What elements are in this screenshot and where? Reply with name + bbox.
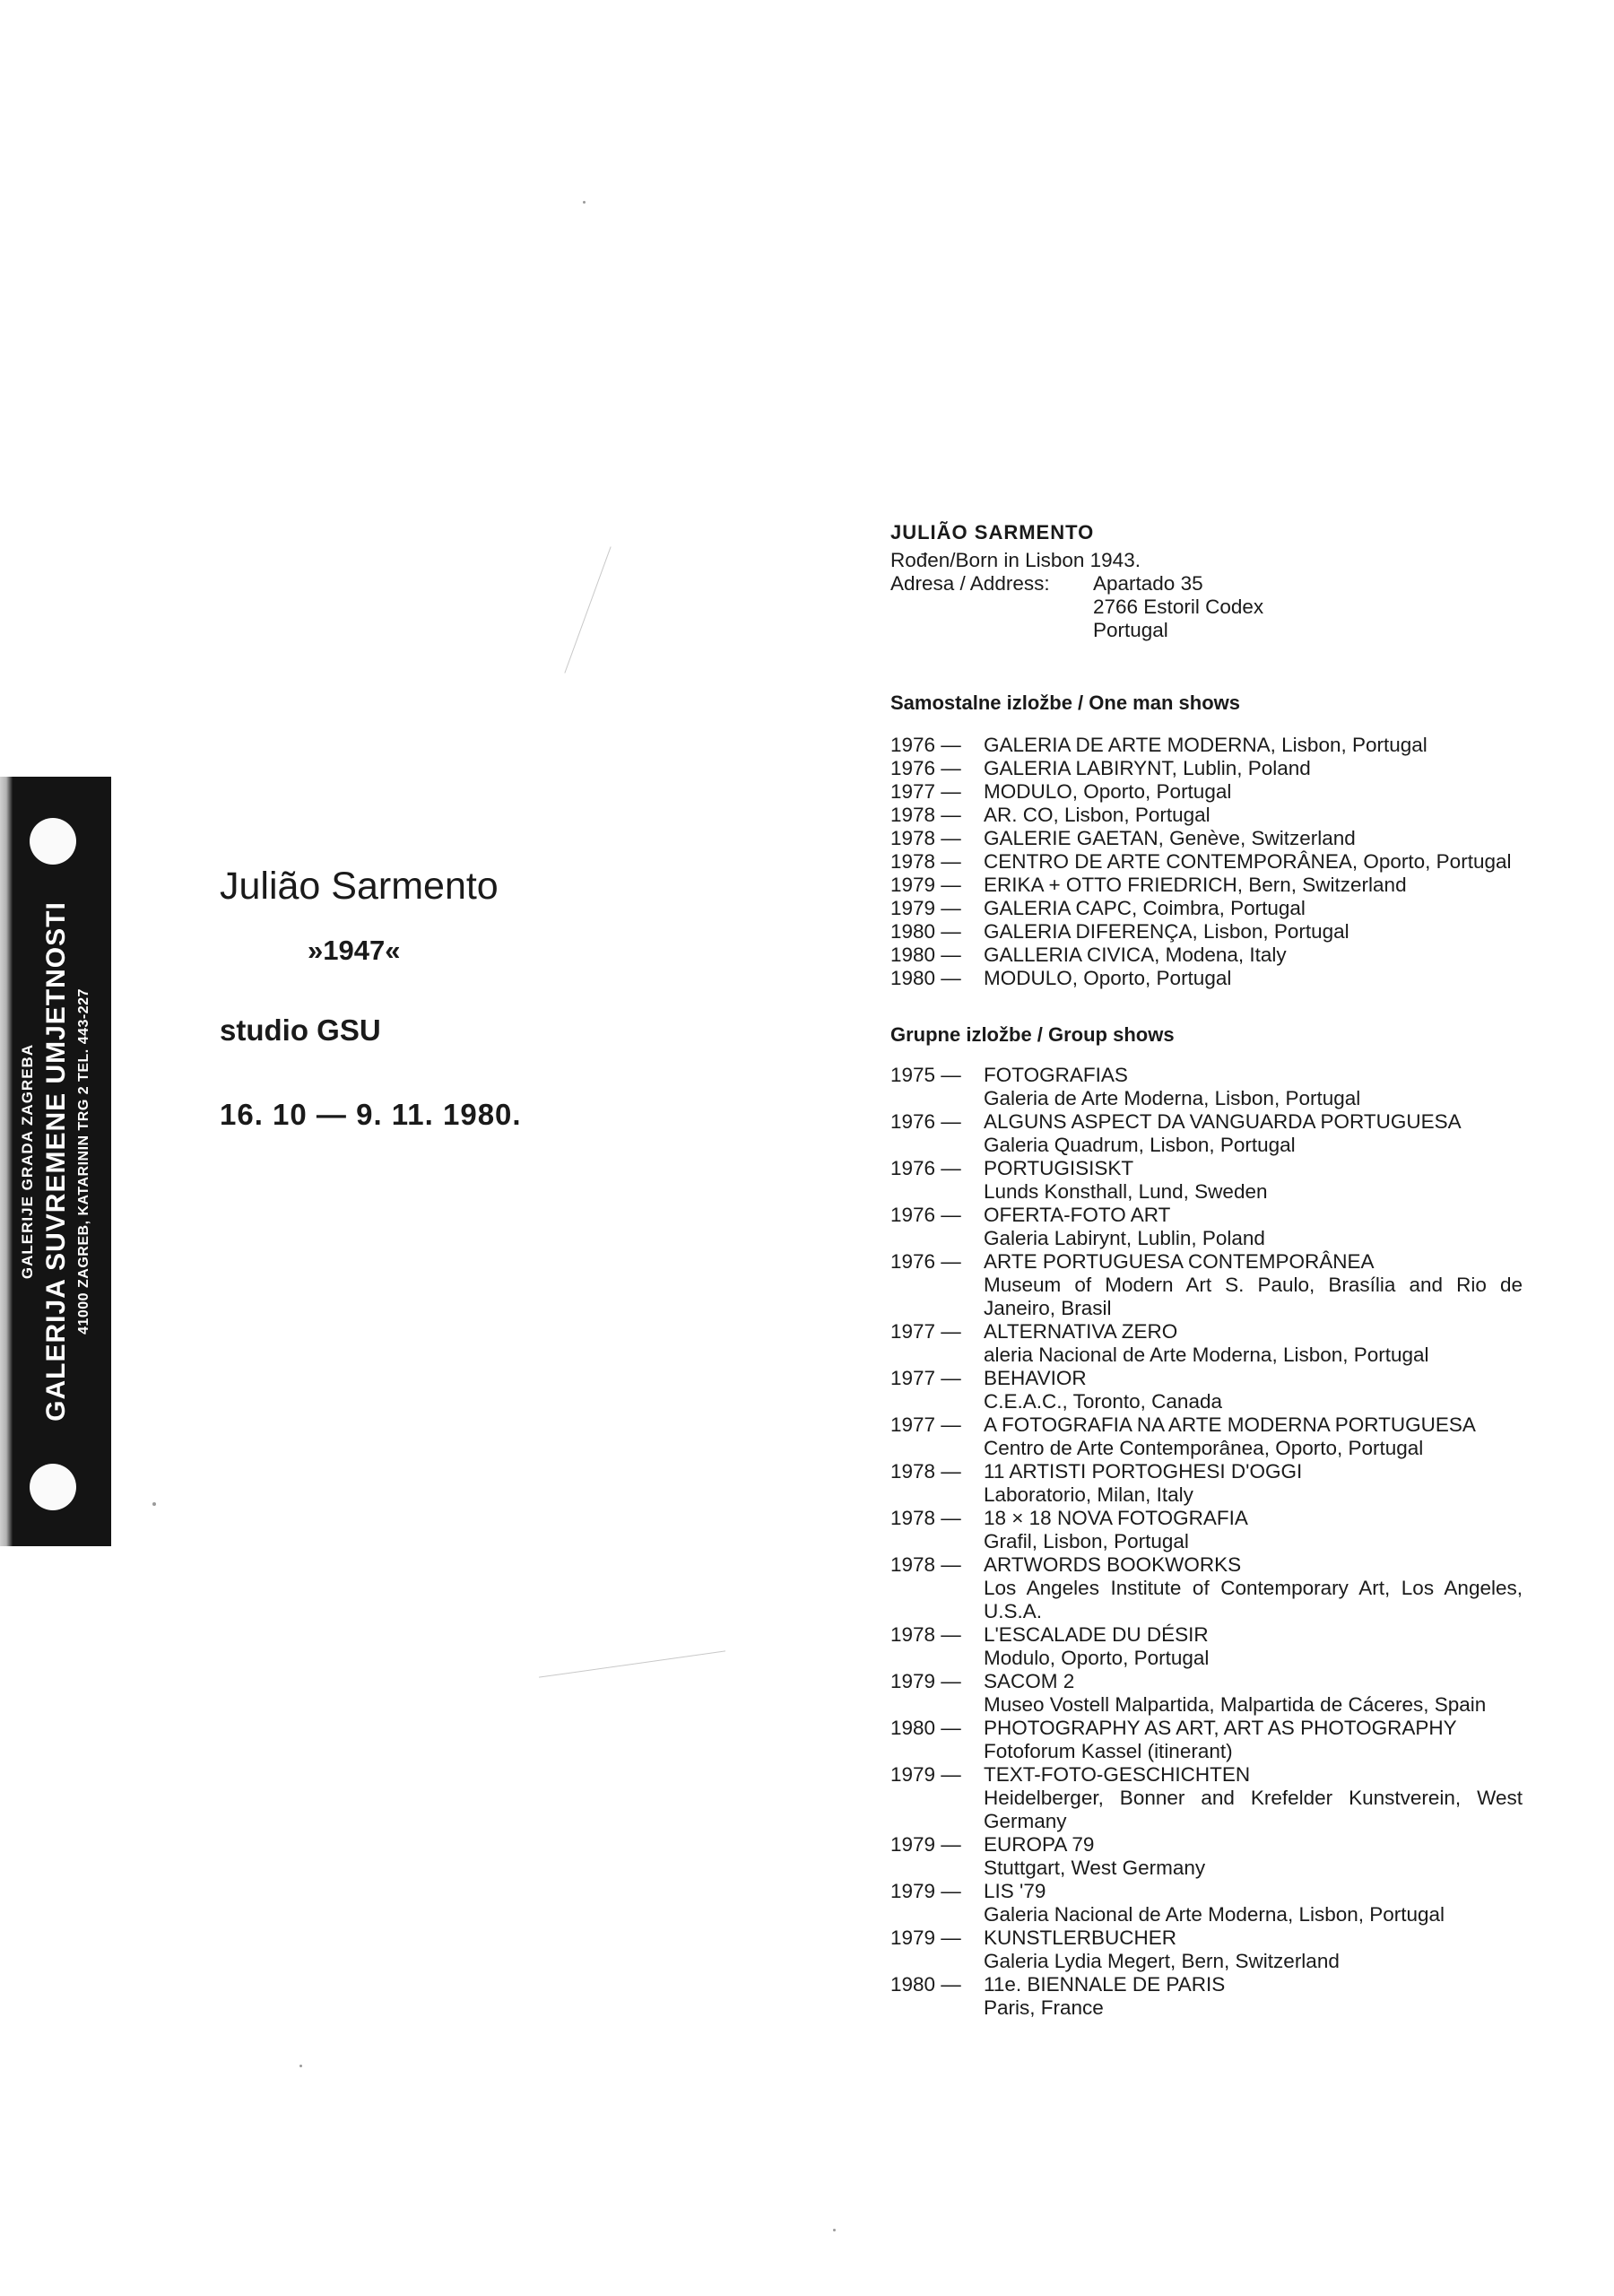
- entry-text: CENTRO DE ARTE CONTEMPORÂNEA, Oporto, Portugal: [984, 850, 1512, 873]
- entry-title: PORTUGISISKT: [984, 1157, 1134, 1179]
- list-item: [890, 1880, 1523, 1926]
- entry-year: 1978 —: [890, 1553, 961, 1576]
- entry-text: AR. CO, Lisbon, Portugal: [984, 804, 1210, 826]
- entry-place: Museum of Modern Art S. Paulo, Brasília and Rio de Janeiro, Brasil: [984, 1274, 1523, 1319]
- entry-place: Los Angeles Institute of Contemporary Art, Los Angeles, U.S.A.: [984, 1577, 1523, 1622]
- tab-line-gallery: GALERIJA SUVREMENE UMJETNOSTI: [41, 901, 71, 1422]
- entry-year: 1976 —: [890, 757, 961, 779]
- entry-place: Laboratorio, Milan, Italy: [984, 1483, 1193, 1506]
- venue: studio GSU: [220, 1013, 381, 1047]
- entry-text: MODULO, Oporto, Portugal: [984, 780, 1232, 803]
- entry-year: 1979 —: [890, 874, 961, 896]
- exhibition-title-block: [220, 861, 522, 1134]
- list-item: [890, 1064, 1523, 1110]
- entry-year: 1977 —: [890, 1320, 961, 1343]
- entry-place: Paris, France: [984, 1996, 1104, 2019]
- entry-year: 1977 —: [890, 1413, 961, 1436]
- entry-title: ARTE PORTUGUESA CONTEMPORÂNEA: [984, 1250, 1375, 1273]
- entry-year: 1980 —: [890, 944, 961, 966]
- bio-address: [890, 572, 1523, 596]
- entry-year: 1979 —: [890, 1880, 961, 1902]
- entry-place: Galeria Nacional de Arte Moderna, Lisbon, Portugal: [984, 1903, 1445, 1926]
- entry-title: KUNSTLERBUCHER: [984, 1926, 1177, 1949]
- list-item: [890, 897, 1523, 920]
- entry-text: GALERIA CAPC, Coimbra, Portugal: [984, 897, 1306, 919]
- entry-place: Lunds Konsthall, Lund, Sweden: [984, 1180, 1268, 1203]
- entry-place: Grafil, Lisbon, Portugal: [984, 1530, 1189, 1552]
- exhibition-dates: 16. 10 — 9. 11. 1980.: [220, 1098, 522, 1131]
- entry-year: 1978 —: [890, 1507, 961, 1529]
- entry-place: Modulo, Oporto, Portugal: [984, 1647, 1210, 1669]
- entry-title: 18 × 18 NOVA FOTOGRAFIA: [984, 1507, 1248, 1529]
- entry-title: PHOTOGRAPHY AS ART, ART AS PHOTOGRAPHY: [984, 1717, 1457, 1739]
- entry-place: Galeria de Arte Moderna, Lisbon, Portugal: [984, 1087, 1361, 1109]
- scan-artifact: [564, 546, 611, 673]
- scan-artifact: [583, 201, 586, 204]
- entry-title: FOTOGRAFIAS: [984, 1064, 1128, 1086]
- entry-year: 1977 —: [890, 780, 961, 803]
- entry-place: Galeria Quadrum, Lisbon, Portugal: [984, 1134, 1296, 1156]
- list-item: [890, 944, 1523, 967]
- entry-text: ERIKA + OTTO FRIEDRICH, Bern, Switzerland: [984, 874, 1407, 896]
- entry-title: 11e. BIENNALE DE PARIS: [984, 1973, 1226, 1996]
- entry-title: BEHAVIOR: [984, 1367, 1087, 1389]
- entry-year: 1978 —: [890, 850, 961, 873]
- scan-artifact: [833, 2229, 836, 2231]
- entry-text: GALERIA LABIRYNT, Lublin, Poland: [984, 757, 1311, 779]
- entry-place: Galeria Lydia Megert, Bern, Switzerland: [984, 1950, 1340, 1972]
- entry-year: 1979 —: [890, 1833, 961, 1856]
- entry-title: ALTERNATIVA ZERO: [984, 1320, 1178, 1343]
- entry-year: 1976 —: [890, 1157, 961, 1179]
- entry-place: aleria Nacional de Arte Moderna, Lisbon, Portugal: [984, 1344, 1429, 1366]
- bio-born: Rođen/Born in Lisbon 1943.: [890, 549, 1141, 571]
- list-item: [890, 1763, 1523, 1833]
- entry-title: ALGUNS ASPECT DA VANGUARDA PORTUGUESA: [984, 1110, 1462, 1133]
- list-item: [890, 1157, 1523, 1204]
- entry-year: 1979 —: [890, 1670, 961, 1692]
- entry-title: 11 ARTISTI PORTOGHESI D'OGGI: [984, 1460, 1303, 1483]
- biography-column: [890, 520, 1523, 2020]
- list-item: [890, 1553, 1523, 1623]
- tab-line-address: 41000 ZAGREB, KATARININ TRG 2 TEL. 443-227: [76, 988, 91, 1335]
- entry-year: 1975 —: [890, 1064, 961, 1086]
- entry-title: A FOTOGRAFIA NA ARTE MODERNA PORTUGUESA: [984, 1413, 1476, 1436]
- entry-year: 1979 —: [890, 897, 961, 919]
- entry-text: GALERIA DIFERENÇA, Lisbon, Portugal: [984, 920, 1349, 943]
- list-item: [890, 1717, 1523, 1763]
- gallery-tab: [0, 777, 111, 1546]
- list-item: [890, 1110, 1523, 1157]
- list-item: [890, 874, 1523, 897]
- entry-year: 1978 —: [890, 1460, 961, 1483]
- entry-year: 1976 —: [890, 1204, 961, 1226]
- scan-artifact: [152, 1502, 156, 1506]
- entry-year: 1976 —: [890, 1110, 961, 1133]
- entry-text: MODULO, Oporto, Portugal: [984, 967, 1232, 989]
- artist-name: Julião Sarmento: [220, 865, 499, 908]
- list-item: [890, 920, 1523, 944]
- address-line: Portugal: [1093, 619, 1168, 641]
- address-label: Adresa / Address:: [890, 572, 1050, 595]
- entry-year: 1978 —: [890, 804, 961, 826]
- list-item: [890, 1367, 1523, 1413]
- list-item: [890, 1250, 1523, 1320]
- entry-place: C.E.A.C., Toronto, Canada: [984, 1390, 1222, 1413]
- entry-year: 1980 —: [890, 920, 961, 943]
- address-line: 2766 Estoril Codex: [1093, 596, 1264, 618]
- entry-title: EUROPA 79: [984, 1833, 1095, 1856]
- entry-text: GALERIE GAETAN, Genève, Switzerland: [984, 827, 1356, 849]
- entry-year: 1980 —: [890, 1973, 961, 1996]
- entry-place: Stuttgart, West Germany: [984, 1857, 1206, 1879]
- entry-text: GALERIA DE ARTE MODERNA, Lisbon, Portugal: [984, 734, 1427, 756]
- entry-title: TEXT-FOTO-GESCHICHTEN: [984, 1763, 1251, 1786]
- entry-year: 1976 —: [890, 734, 961, 756]
- address-line: Apartado 35: [1093, 572, 1203, 595]
- list-item: [890, 827, 1523, 850]
- entry-year: 1978 —: [890, 1623, 961, 1646]
- entry-title: OFERTA-FOTO ART: [984, 1204, 1171, 1226]
- entry-title: L'ESCALADE DU DÉSIR: [984, 1623, 1209, 1646]
- group-shows-heading: Grupne izložbe / Group shows: [890, 1023, 1175, 1046]
- list-item: [890, 1670, 1523, 1717]
- entry-title: ARTWORDS BOOKWORKS: [984, 1553, 1242, 1576]
- list-item: [890, 1623, 1523, 1670]
- scan-artifact: [539, 1650, 725, 1677]
- list-item: [890, 1320, 1523, 1367]
- tab-line-institution: GALERIJE GRADA ZAGREBA: [19, 1043, 36, 1280]
- circle-icon: [30, 818, 76, 865]
- list-item: [890, 1460, 1523, 1507]
- exhibition-title: »1947«: [308, 935, 401, 966]
- entry-place: Galeria Labirynt, Lublin, Poland: [984, 1227, 1265, 1249]
- list-item: [890, 1926, 1523, 1973]
- entry-year: 1980 —: [890, 1717, 961, 1739]
- list-item: [890, 734, 1523, 757]
- scan-artifact: [299, 2065, 302, 2067]
- bio-heading: JULIÃO SARMENTO: [890, 521, 1095, 544]
- list-item: [890, 1507, 1523, 1553]
- list-item: [890, 967, 1523, 990]
- entry-place: Centro de Arte Contemporânea, Oporto, Portugal: [984, 1437, 1424, 1459]
- entry-year: 1977 —: [890, 1367, 961, 1389]
- entry-title: LIS '79: [984, 1880, 1046, 1902]
- circle-icon: [30, 1464, 76, 1510]
- entry-year: 1978 —: [890, 827, 961, 849]
- entry-year: 1976 —: [890, 1250, 961, 1273]
- entry-year: 1980 —: [890, 967, 961, 989]
- entry-place: Fotoforum Kassel (itinerant): [984, 1740, 1233, 1762]
- group-shows-list: [890, 1064, 1523, 2020]
- list-item: [890, 1204, 1523, 1250]
- entry-year: 1979 —: [890, 1926, 961, 1949]
- list-item: [890, 1413, 1523, 1460]
- solo-shows-heading: Samostalne izložbe / One man shows: [890, 691, 1240, 714]
- list-item: [890, 1973, 1523, 2020]
- entry-title: SACOM 2: [984, 1670, 1075, 1692]
- solo-shows-list: [890, 734, 1523, 990]
- list-item: [890, 850, 1523, 874]
- list-item: [890, 804, 1523, 827]
- entry-year: 1979 —: [890, 1763, 961, 1786]
- list-item: [890, 1833, 1523, 1880]
- entry-place: Heidelberger, Bonner and Krefelder Kunstverein, West Germany: [984, 1787, 1523, 1832]
- list-item: [890, 757, 1523, 780]
- list-item: [890, 780, 1523, 804]
- entry-text: GALLERIA CIVICA, Modena, Italy: [984, 944, 1287, 966]
- entry-place: Museo Vostell Malpartida, Malpartida de Cáceres, Spain: [984, 1693, 1487, 1716]
